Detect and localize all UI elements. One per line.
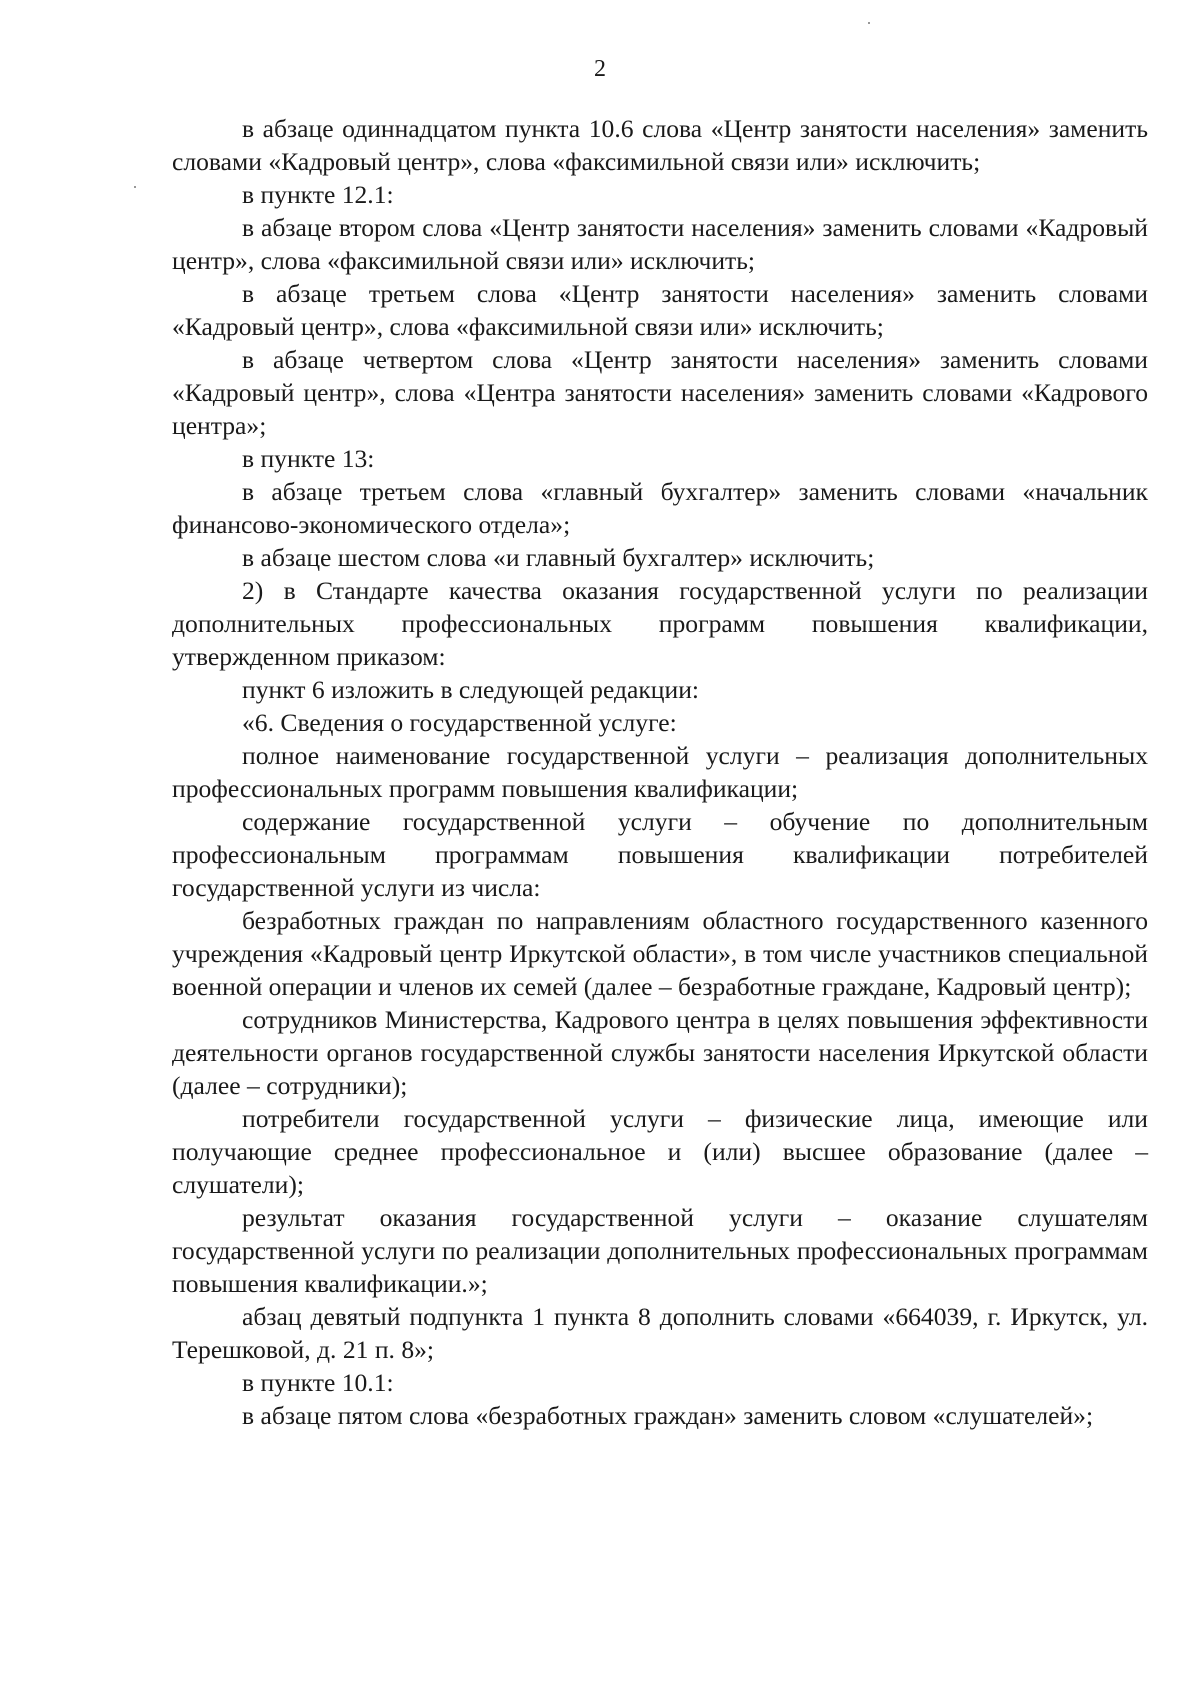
paragraph: безработных граждан по направлениям областного государственного казенного учреждения «Кадровый центр Иркутской области», в том числе участников специальной военной операции и членов их семей (далее – безработные граждане, Кадровый центр);: [172, 906, 1148, 1001]
page-number: 2: [594, 56, 606, 82]
scan-speck: [134, 186, 136, 188]
paragraph: в абзаце пятом слова «безработных граждан» заменить словом «слушателей»;: [242, 1401, 1094, 1430]
paragraph: в пункте 13:: [242, 444, 375, 473]
paragraph: потребители государственной услуги – физические лица, имеющие или получающие среднее профессиональное и (или) высшее образование (далее – слушатели);: [172, 1104, 1148, 1199]
paragraph: в абзаце одиннадцатом пункта 10.6 слова «Центр занятости населения» заменить словами «Кадровый центр», слова «факсимильной связи или» исключить;: [172, 114, 1148, 176]
paragraph: в абзаце втором слова «Центр занятости населения» заменить словами «Кадровый центр», слова «факсимильной связи или» исключить;: [172, 213, 1148, 275]
paragraph: содержание государственной услуги – обучение по дополнительным профессиональным программам повышения квалификации потребителей государственной услуги из числа:: [172, 807, 1148, 902]
paragraph: 2) в Стандарте качества оказания государственной услуги по реализации дополнительных профессиональных программ повышения квалификации, утвержденном приказом:: [172, 576, 1148, 671]
paragraph: в пункте 10.1:: [242, 1368, 394, 1397]
document-body: [172, 112, 1148, 1432]
paragraph: пункт 6 изложить в следующей редакции:: [242, 675, 700, 704]
paragraph: абзац девятый подпункта 1 пункта 8 дополнить словами «664039, г. Иркутск, ул. Терешковой, д. 21 п. 8»;: [172, 1302, 1148, 1364]
paragraph: в абзаце третьем слова «Центр занятости населения» заменить словами «Кадровый центр», слова «факсимильной связи или» исключить;: [172, 279, 1148, 341]
paragraph: «6. Сведения о государственной услуге:: [242, 708, 677, 737]
paragraph: в пункте 12.1:: [242, 180, 394, 209]
paragraph: сотрудников Министерства, Кадрового центра в целях повышения эффективности деятельности органов государственной службы занятости населения Иркутской области (далее – сотрудники);: [172, 1005, 1148, 1100]
paragraph: в абзаце третьем слова «главный бухгалтер» заменить словами «начальник финансово-экономического отдела»;: [172, 477, 1148, 539]
paragraph: результат оказания государственной услуги – оказание слушателям государственной услуги по реализации дополнительных профессиональных программам повышения квалификации.»;: [172, 1203, 1148, 1298]
paragraph: в абзаце четвертом слова «Центр занятости населения» заменить словами «Кадровый центр», слова «Центра занятости населения» заменить словами «Кадрового центра»;: [172, 345, 1148, 440]
paragraph: полное наименование государственной услуги – реализация дополнительных профессиональных программ повышения квалификации;: [172, 741, 1148, 803]
paragraph: в абзаце шестом слова «и главный бухгалтер» исключить;: [242, 543, 875, 572]
scan-speck: [868, 22, 870, 24]
